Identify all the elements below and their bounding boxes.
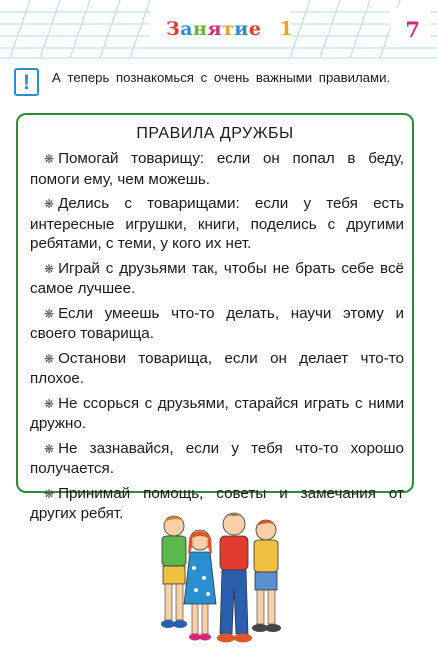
lesson-word-letter: я <box>207 18 222 40</box>
notice-text: А теперь познакомься с очень важными правилами. <box>52 70 391 85</box>
rules-title: ПРАВИЛА ДРУЖБЫ <box>136 125 294 142</box>
boy-red-shirt <box>217 513 252 643</box>
snowflake-bullet-icon: ❋ <box>44 351 55 366</box>
lesson-word-letter: н <box>193 18 208 40</box>
rule-text: Делись с товарищами: если у тебя есть интересные игрушки, книги, поделись с другими ребятами, с теми, у кого их нет. <box>30 195 404 252</box>
lesson-word-letter: т <box>221 18 235 40</box>
rule-item <box>30 349 404 389</box>
snowflake-bullet-icon: ❋ <box>44 152 55 166</box>
snowflake-bullet-icon: ❋ <box>44 396 55 411</box>
children-illustration <box>152 508 287 648</box>
rule-item <box>30 394 404 434</box>
rule-item <box>30 194 404 254</box>
lesson-word-letter: и <box>234 18 249 40</box>
lesson-title <box>166 18 293 40</box>
rule-text: Помогай товарищу: если он попал в беду, помоги ему, чем можешь. <box>30 150 404 188</box>
snowflake-bullet-icon: ❋ <box>44 306 55 321</box>
rule-text: Принимай помощь, советы и замечания от других ребят. <box>30 484 404 522</box>
rule-item <box>30 439 404 479</box>
page-header <box>0 0 438 62</box>
rule-text: Не зазнавайся, если у тебя что-то хорошо получается. <box>30 439 404 477</box>
lesson-word-letter: е <box>248 18 262 40</box>
lesson-number: 1 <box>279 18 294 40</box>
snowflake-bullet-icon: ❋ <box>44 441 55 456</box>
boy-yellow-shirt <box>252 520 281 632</box>
lesson-word-letter: З <box>166 18 181 40</box>
rule-text: Если умеешь что-то делать, научи этому и своего товарища. <box>30 304 404 342</box>
snowflake-bullet-icon: ❋ <box>44 486 55 501</box>
notice <box>14 68 424 104</box>
girl-blue-dress <box>184 530 216 641</box>
rule-item <box>30 259 404 299</box>
boy-green-shirt <box>161 516 187 628</box>
rule-item <box>30 149 404 189</box>
lesson-word-letter: а <box>180 18 194 40</box>
exclamation-icon: ! <box>14 68 39 96</box>
lesson-word <box>166 18 261 40</box>
rule-text: Останови товарища, если он делает что-то плохое. <box>30 349 404 387</box>
rule-item <box>30 304 404 344</box>
snowflake-bullet-icon: ❋ <box>44 197 55 211</box>
rule-text: Играй с друзьями так, чтобы не брать себе всё самое лучшее. <box>30 259 404 297</box>
page-number: 7 <box>405 17 420 42</box>
snowflake-bullet-icon: ❋ <box>44 261 55 276</box>
friendship-rules-box <box>16 113 414 522</box>
rules-list <box>30 149 404 529</box>
rule-text: Не ссорься с друзьями, старайся играть с ними дружно. <box>30 394 404 432</box>
